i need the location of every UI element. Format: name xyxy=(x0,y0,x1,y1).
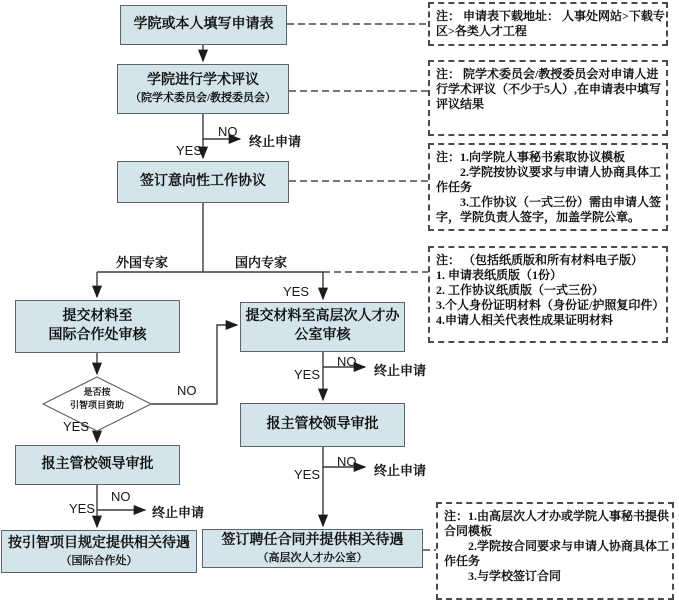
note-line: 评议结果 xyxy=(436,97,485,112)
note-line: 注： 院学术委员会/教授委员会对申请人进 xyxy=(436,67,659,81)
step-label-line2: 国际合作处审核 xyxy=(48,327,147,343)
label-yes-after-review: YES xyxy=(176,143,203,158)
step-label: 签订意向性工作协议 xyxy=(140,173,266,189)
note-line: 1. 申请表纸质版（1份） xyxy=(436,268,563,283)
step-academic-review xyxy=(117,64,289,114)
step-label: 报主管校领导审批 xyxy=(266,416,379,432)
step-submit-materials-talent-office xyxy=(240,302,405,352)
label-no-decision: NO xyxy=(177,383,197,398)
note-line: 注：1.向学院人事秘书索取协议模板 xyxy=(436,150,626,164)
step-label: 提交材料至 xyxy=(62,308,133,324)
note-agreement-requirements xyxy=(428,143,668,231)
step-sublabel: （高层次人才办公室） xyxy=(257,551,368,564)
label-yes-talent-office: YES xyxy=(294,367,321,382)
label-yes-leader-left: YES xyxy=(69,501,96,516)
decision-funded-by-talent-project xyxy=(43,386,151,412)
step-label: 按引智项目规定提供相关待遇 xyxy=(8,535,190,551)
label-yes-leader-right: YES xyxy=(294,467,321,482)
note-line: 区>各类人才工程 xyxy=(436,24,527,39)
label-terminate-4: 终止申请 xyxy=(152,505,205,520)
step-leader-approval-right xyxy=(240,403,405,447)
note-line: 2.学院按合同要求与申请人协商具体工 xyxy=(444,539,670,554)
note-line: 3.工作协议（一式三份）需由申请人签 xyxy=(436,195,662,210)
note-download-address xyxy=(428,2,668,46)
step-label: 学院进行学术评议 xyxy=(147,73,259,89)
step-sign-intent-agreement xyxy=(117,161,289,203)
note-line: 2. 工作协议纸质版（一式三份） xyxy=(436,283,605,298)
note-line: 作任务 xyxy=(436,180,473,195)
step-provide-benefits-international xyxy=(1,530,197,573)
label-no-leader-right: NO xyxy=(337,454,357,469)
step-sublabel: （院学术委员会/教授委员会） xyxy=(129,92,277,105)
step-submit-materials-international-office xyxy=(15,300,180,353)
note-line: 合同模板 xyxy=(444,524,493,539)
note-line: 4.申请人相关代表性成果证明材料 xyxy=(436,313,614,328)
note-line: 注： 申请表下载地址： 人事处网站>下载专 xyxy=(436,9,665,23)
label-terminate-1: 终止申请 xyxy=(249,134,302,149)
note-line: 作任务 xyxy=(444,554,481,569)
label-domestic-expert: 国内专家 xyxy=(235,255,288,270)
label-yes-decision: YES xyxy=(63,419,90,434)
note-line: 3.个人身份证明材料（身份证/护照复印件） xyxy=(436,298,665,313)
step-sublabel: （国际合作处） xyxy=(60,554,138,567)
step-label-line2: 公室审核 xyxy=(294,328,351,343)
note-contract-requirements xyxy=(436,502,674,600)
label-terminate-3: 终止申请 xyxy=(374,463,427,478)
decision-label-line1: 是否按 xyxy=(83,387,111,397)
step-label: 提交材料至高层次人才办 xyxy=(245,309,400,325)
label-yes-domestic-branch: YES xyxy=(283,284,310,299)
label-no-leader-left: NO xyxy=(111,489,131,504)
step-leader-approval-left xyxy=(15,445,180,485)
label-no-talent-office: NO xyxy=(337,354,357,369)
note-line: 3.与学校签订合同 xyxy=(444,569,562,584)
note-line: 注：1.由高层次人才办或学院人事秘书提供 xyxy=(444,509,670,523)
label-no-after-review: NO xyxy=(218,124,238,139)
step-sign-contract-benefits xyxy=(202,529,423,568)
note-line: 2.学院按协议要求与申请人协商具体工 xyxy=(436,165,662,180)
note-materials-list xyxy=(428,246,668,343)
decision-label-line2: 引智项目资助 xyxy=(69,400,124,411)
note-line: 字，学院负责人签字，加盖学院公章。 xyxy=(436,210,641,225)
note-academic-review-rules xyxy=(428,60,668,136)
label-terminate-2: 终止申请 xyxy=(374,363,427,378)
note-line: 行学术评议（不少于5人）,在申请表中填写 xyxy=(436,82,662,97)
step-label: 学院或本人填写申请表 xyxy=(133,16,274,32)
note-line: 注： （包括纸质版和所有材料电子版） xyxy=(436,253,644,267)
step-label: 报主管校领导审批 xyxy=(41,456,154,472)
label-foreign-expert: 外国专家 xyxy=(116,255,169,270)
step-label: 签订聘任合同并提供相关待遇 xyxy=(221,532,404,548)
step-fill-application xyxy=(120,5,287,45)
